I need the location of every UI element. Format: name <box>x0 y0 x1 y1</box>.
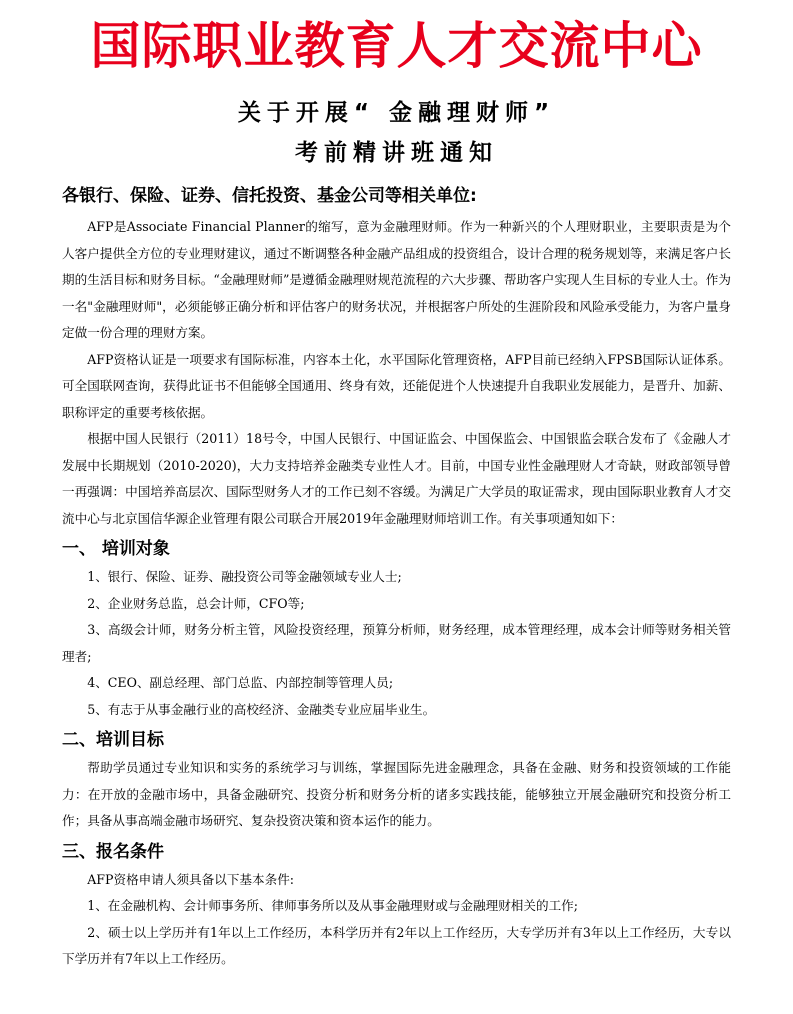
list-item: 2、企业财务总监，总会计师，CFO等; <box>87 595 305 611</box>
section-heading-training-targets: 一、 培训对象 <box>62 539 170 559</box>
section-heading-eligibility: 三、报名条件 <box>62 841 164 862</box>
list-item: 3、高级会计师，财务分析主管，风险投资经理，预算分析师，财务经理，成本管理经理，成本会计师等财务相关管理者; <box>62 622 731 664</box>
intro-paragraph-certification: AFP资格认证是一项要求有国际标准，内容本土化，水平国际化管理资格，AFP目前已经纳入FPSB国际认证体系。可全国联网查询，获得此证书不但能够全国通用、终身有效，还能促进个人快速提升自我职业发展能力，是晋升、加薪、职称评定的重要考核依据。 <box>62 351 731 420</box>
list-item: 4、CEO、副总经理、部门总监、内部控制等管理人员; <box>87 675 394 690</box>
section-heading-training-goals: 二、培训目标 <box>62 730 164 750</box>
addressee-line: 各银行、保险、证券、信托投资、基金公司等相关单位: <box>62 186 477 206</box>
training-goals-paragraph: 帮助学员通过专业知识和实务的系统学习与训练，掌握国际先进金融理念，具备在金融、财务和投资领域的工作能力：在开放的金融市场中，具备金融研究、投资分析和财务分析的诸多实践技能，能够独立开展金融研究和投资分析工作；具备从事高端金融市场研究、复杂投资决策和资本运作的能力。 <box>62 760 731 828</box>
list-item: 5、有志于从事金融行业的高校经济、金融类专业应届毕业生。 <box>87 701 436 717</box>
org-name-banner: 国际职业教育人才交流中心 <box>90 17 703 75</box>
list-item: 1、银行、保险、证券、融投资公司等金融领域专业人士; <box>87 569 402 584</box>
intro-paragraph-afp: AFP是Associate Financial Planner的缩写，意为金融理财师。作为一种新兴的个人理财职业，主要职责是为个人客户提供全方位的专业理财建议，通过不断调整各种金融产品组成的投资组合，设计合理的税务规划等，来满足客户长期的生活目标和财务目标。“金融理财师”是遵循金融理财规范流程的六大步骤、帮助客户实现人生目标的专业人士。作为一名"金融理财师"，必须能够正确分析和评估客户的财务状况，并根据客户所处的生涯阶段和风险承受能力，为客户量身定做一份合理的理财方案。 <box>62 219 731 340</box>
notice-subtitle: 考前精讲班通知 <box>295 140 498 166</box>
intro-paragraph-background: 根据中国人民银行（2011）18号令，中国人民银行、中国证监会、中国保监会、中国银监会联合发布了《金融人才发展中长期规划（2010-2020)，大力支持培养金融类专业性人才。目前，中国专业性金融理财人才奇缺，财政部领导曾一再强调：中国培养高层次、国际型财务人才的工作已刻不容缓。为满足广大学员的取证需求，现由国际职业教育人才交流中心与北京国信华源企业管理有限公司联合开展2019年金融理财师培训工作。有关事项通知如下： <box>62 431 731 526</box>
list-item: 1、在金融机构、会计师事务所、律师事务所以及从事金融理财或与金融理财相关的工作; <box>87 898 579 913</box>
notice-title: 关于开展“ 金融理财师” <box>237 100 556 126</box>
list-item: 2、硕士以上学历并有1年以上工作经历，本科学历并有2年以上工作经历，大专学历并有3年以上工作经历，大专以下学历并有7年以上工作经历。 <box>62 924 731 966</box>
list-item: AFP资格申请人须具备以下基本条件: <box>87 871 295 887</box>
